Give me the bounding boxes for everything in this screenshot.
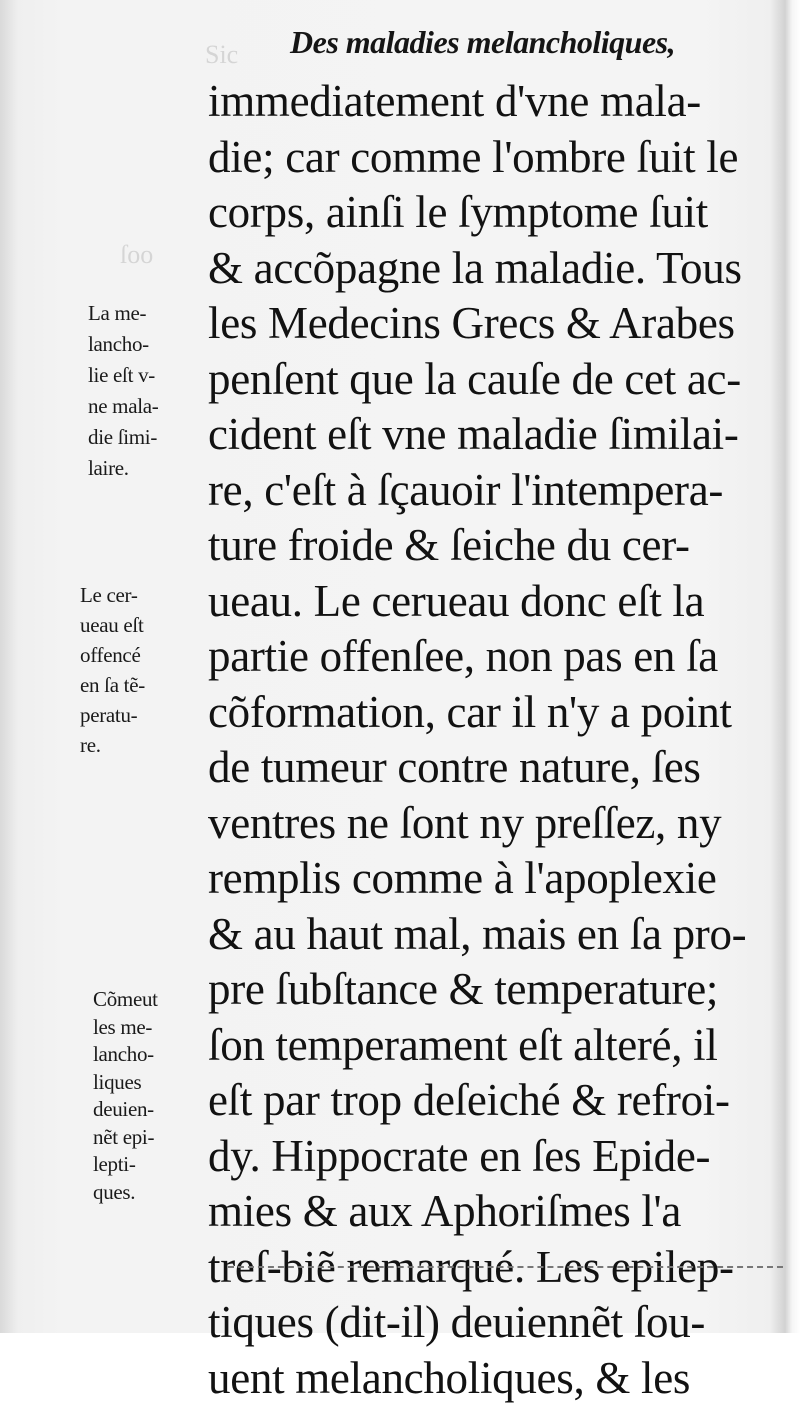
margin-note-line: La me- [88, 298, 158, 329]
text-line: re, c'eſt à ſçauoir l'intempera- [208, 463, 788, 519]
margin-note [93, 986, 158, 1206]
text-line: ſon temperament eſt alteré, il [208, 1018, 788, 1074]
margin-note-line: lie eſt v- [88, 360, 158, 391]
margin-note-line: peratu- [80, 700, 145, 730]
text-line: penſent que la cauſe de cet ac- [208, 352, 788, 408]
text-line: de tumeur contre nature, ſes [208, 740, 788, 796]
text-line: immediatement d'vne mala- [208, 74, 788, 130]
margin-note-line: ne mala- [88, 391, 158, 422]
margin-note-line: lancho- [88, 329, 158, 360]
text-line: corps, ainſi le ſymptome ſuit [208, 185, 788, 241]
text-line: die; car comme l'ombre ſuit le [208, 130, 788, 186]
show-through-text: Sic [205, 40, 238, 70]
margin-note-line: en ſa tẽ- [80, 670, 145, 700]
margin-note [80, 580, 145, 760]
text-line: cõformation, car il n'y a point [208, 685, 788, 741]
text-line: uent melancholiques, & les [208, 1351, 788, 1406]
margin-note-line: lepti- [93, 1151, 158, 1179]
text-line: remplis comme à l'apoplexie [208, 851, 788, 907]
margin-note-line: lancho- [93, 1041, 158, 1069]
margin-note-line: laire. [88, 453, 158, 484]
text-line: pre ſubſtance & temperature; [208, 962, 788, 1018]
margin-note-line: les me- [93, 1014, 158, 1042]
text-line: treſ-biẽ remarqué. Les epilep- [208, 1240, 788, 1296]
text-line: ueau. Le cerueau donc eſt la [208, 574, 788, 630]
text-line: dy. Hippocrate en ſes Epide- [208, 1129, 788, 1185]
margin-note-line: die ſimi- [88, 422, 158, 453]
margin-note-line: offencé [80, 640, 145, 670]
bottom-rule [228, 1266, 783, 1270]
text-line: les Medecins Grecs & Arabes [208, 296, 788, 352]
margin-note-line: liques [93, 1069, 158, 1097]
text-line: eſt par trop deſeiché & refroi- [208, 1073, 788, 1129]
text-line: & au haut mal, mais en ſa pro- [208, 907, 788, 963]
margin-note [88, 298, 158, 484]
running-header: Des maladies melancholiques, [290, 24, 675, 61]
text-line: tiques (dit-il) deuiennẽt ſou- [208, 1295, 788, 1351]
text-line: ture froide & ſeiche du cer- [208, 518, 788, 574]
margin-note-line: Cõmeut [93, 986, 158, 1014]
text-line: partie offenſee, non pas en ſa [208, 629, 788, 685]
text-line: & accõpagne la maladie. Tous [208, 241, 788, 297]
margin-note-line: re. [80, 730, 145, 760]
margin-note-line: Le cer- [80, 580, 145, 610]
text-line: ventres ne ſont ny preſſez, ny [208, 796, 788, 852]
margin-note-line: nẽt epi- [93, 1124, 158, 1152]
margin-note-line: deuien- [93, 1096, 158, 1124]
text-line: cident eſt vne maladie ſimilai- [208, 407, 788, 463]
margin-note-line: ueau eſt [80, 610, 145, 640]
margin-note-line: ques. [93, 1179, 158, 1207]
main-text-block [208, 74, 788, 1406]
show-through-text: ſoo [120, 240, 153, 270]
text-line: mies & aux Aphoriſmes l'a [208, 1184, 788, 1240]
